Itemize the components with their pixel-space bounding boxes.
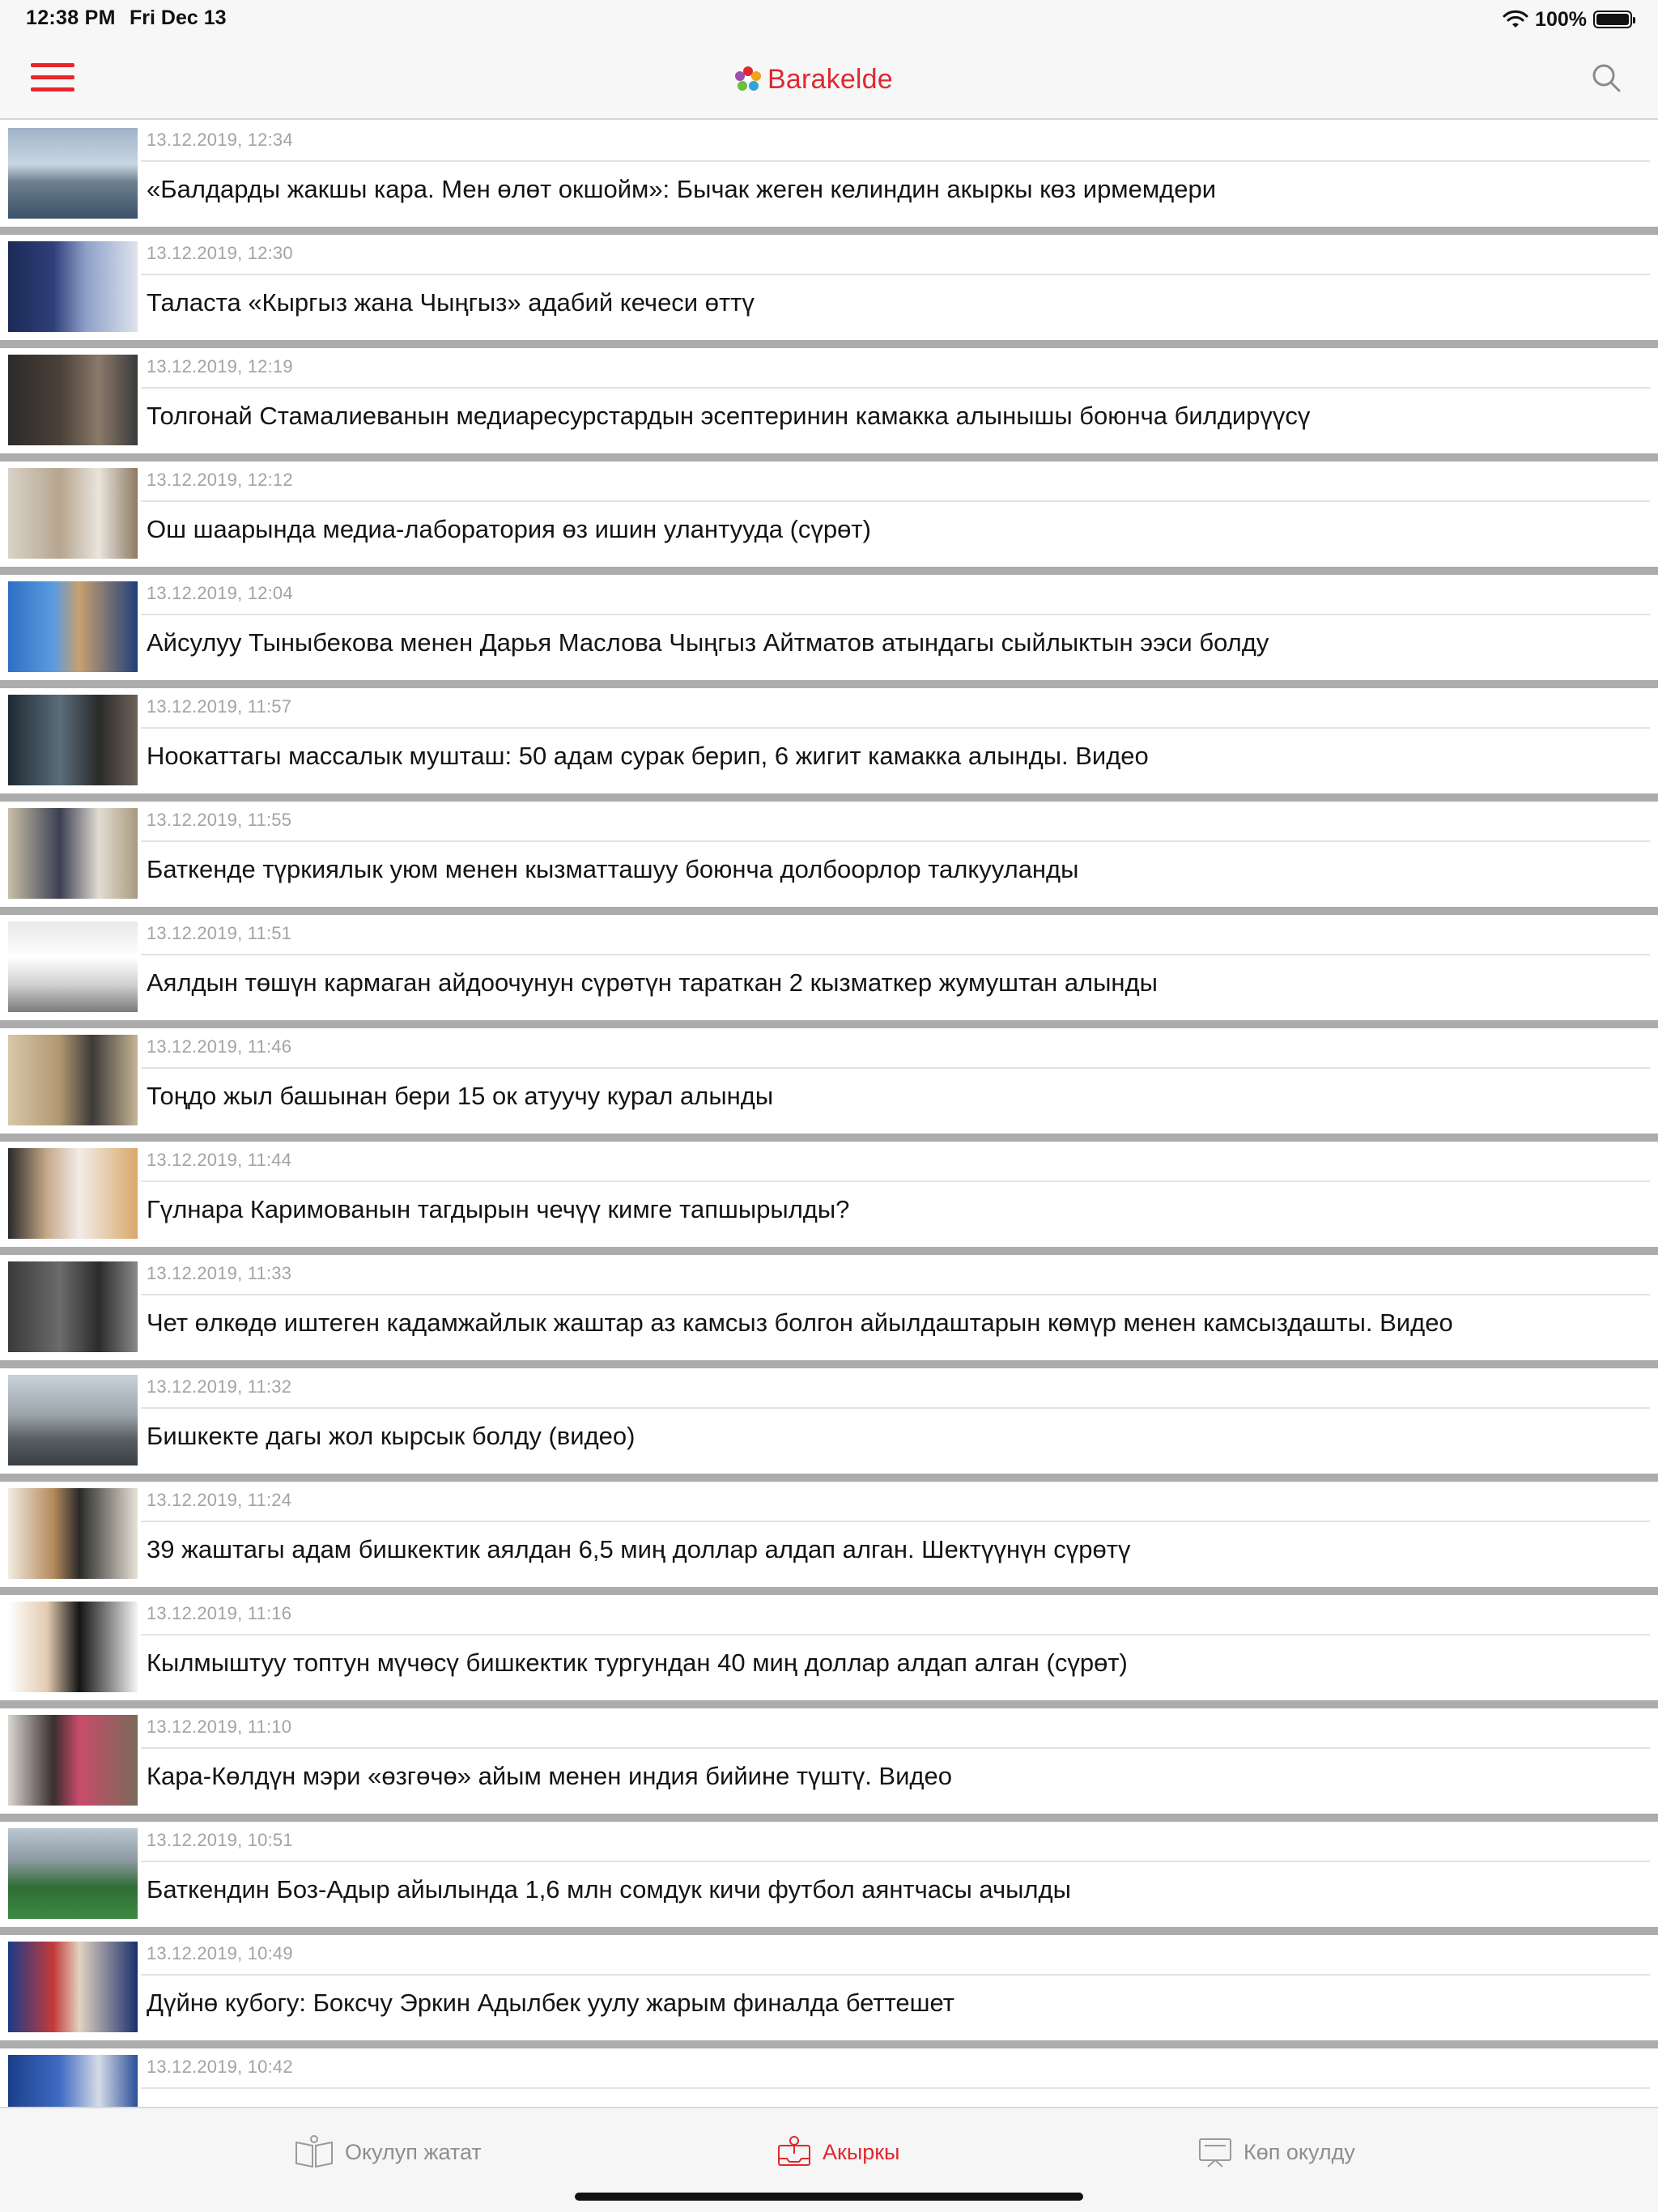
- news-title[interactable]: Гүлнара Каримованын тагдырын чечүү кимге тапшырылды?: [147, 1195, 850, 1223]
- news-date: 13.12.2019, 10:49: [147, 1943, 293, 1963]
- news-item[interactable]: [0, 1935, 1658, 2048]
- news-date: 13.12.2019, 11:46: [147, 1036, 292, 1057]
- news-thumbnail: [8, 1602, 138, 1692]
- news-item[interactable]: [0, 1708, 1658, 1822]
- news-item[interactable]: [0, 688, 1658, 802]
- news-item[interactable]: [0, 575, 1658, 688]
- news-date: 13.12.2019, 12:34: [147, 130, 293, 150]
- news-thumbnail: [8, 2055, 138, 2107]
- divider: [141, 1180, 1650, 1182]
- divider: [141, 1407, 1650, 1409]
- news-date: 13.12.2019, 11:57: [147, 696, 292, 717]
- divider: [141, 1861, 1650, 1862]
- news-thumbnail: [8, 128, 138, 219]
- item-separator: [0, 680, 1658, 688]
- news-thumbnail: [8, 1942, 138, 2032]
- news-date: 13.12.2019, 11:55: [147, 810, 292, 830]
- divider: [141, 1521, 1650, 1522]
- divider: [141, 1974, 1650, 1976]
- item-separator: [0, 453, 1658, 462]
- news-date: 13.12.2019, 11:24: [147, 1490, 292, 1510]
- news-title[interactable]: Тоңдо жыл башынан бери 15 ок атуучу курал алынды: [147, 1082, 774, 1110]
- nav-bar: [0, 39, 1658, 120]
- most-read-screen-icon: [1197, 2134, 1234, 2170]
- news-title[interactable]: Кара-Көлдүн мэри «өзгөчө» айым менен индия бийине түштү. Видео: [147, 1762, 952, 1790]
- news-thumbnail: [8, 1261, 138, 1352]
- divider: [141, 727, 1650, 729]
- news-item[interactable]: [0, 1368, 1658, 1482]
- news-item[interactable]: [0, 235, 1658, 348]
- tab-label: Көп окулду: [1244, 2139, 1355, 2164]
- news-thumbnail: [8, 1715, 138, 1806]
- news-title[interactable]: «Балдарды жакшы кара. Мен өлөт окшойм»: Бычак жеген келиндин акыркы көз ирмемдери: [147, 175, 1217, 203]
- news-thumbnail: [8, 1035, 138, 1125]
- divider: [141, 840, 1650, 842]
- news-title[interactable]: Баткендин Боз-Адыр айылында 1,6 млн сомдук кичи футбол аянтчасы ачылды: [147, 1875, 1071, 1904]
- latest-inbox-icon: [776, 2134, 813, 2170]
- news-title[interactable]: 39 жаштагы адам бишкектик аялдан 6,5 миң доллар алдап алган. Шектүүнүн сүрөтү: [147, 1535, 1131, 1563]
- news-title[interactable]: Ош шаарында медиа-лаборатория өз ишин улантууда (сүрөт): [147, 515, 871, 543]
- wifi-icon: [1503, 10, 1528, 29]
- news-date: 13.12.2019, 10:51: [147, 1830, 293, 1850]
- home-indicator[interactable]: [575, 2193, 1083, 2201]
- item-separator: [0, 340, 1658, 348]
- news-date: 13.12.2019, 12:30: [147, 243, 293, 263]
- news-date: 13.12.2019, 12:19: [147, 356, 293, 376]
- divider: [141, 1634, 1650, 1636]
- news-thumbnail: [8, 1148, 138, 1239]
- news-item[interactable]: [0, 348, 1658, 462]
- divider: [141, 1294, 1650, 1295]
- tab-most-read[interactable]: [1197, 2133, 1355, 2172]
- item-separator: [0, 1474, 1658, 1482]
- divider: [141, 274, 1650, 275]
- app-logo: [732, 60, 893, 99]
- news-thumbnail: [8, 1488, 138, 1579]
- divider: [141, 500, 1650, 502]
- news-date: 13.12.2019, 11:10: [147, 1716, 292, 1737]
- news-thumbnail: [8, 355, 138, 445]
- news-thumbnail: [8, 695, 138, 785]
- battery-percent: 100%: [1535, 7, 1587, 31]
- item-separator: [0, 1360, 1658, 1368]
- status-time: 12:38 PM: [26, 6, 116, 29]
- news-thumbnail: [8, 1375, 138, 1465]
- logo-flower-icon: [732, 63, 764, 96]
- divider: [141, 2087, 1650, 2089]
- divider: [141, 160, 1650, 162]
- divider: [141, 954, 1650, 955]
- news-feed[interactable]: [0, 121, 1658, 2107]
- logo-text: Barakelde: [767, 63, 893, 95]
- news-thumbnail: [8, 808, 138, 899]
- news-title[interactable]: Айсулуу Тыныбекова менен Дарья Маслова Чыңгыз Айтматов атындагы сыйлыктын ээси болду: [147, 628, 1269, 657]
- news-date: 13.12.2019, 12:12: [147, 470, 293, 490]
- news-date: 13.12.2019, 11:44: [147, 1150, 292, 1170]
- item-separator: [0, 1134, 1658, 1142]
- item-separator: [0, 1247, 1658, 1255]
- item-separator: [0, 1587, 1658, 1595]
- item-separator: [0, 1814, 1658, 1822]
- news-date: 13.12.2019, 11:33: [147, 1263, 292, 1283]
- item-separator: [0, 1927, 1658, 1935]
- news-title[interactable]: Баткенде түркиялык уюм менен кызматташуу боюнча долбоорлор талкууланды: [147, 855, 1079, 883]
- item-separator: [0, 907, 1658, 915]
- news-title[interactable]: Кылмыштуу топтун мүчөсү бишкектик тургундан 40 миң доллар алдап алган (сүрөт): [147, 1648, 1128, 1677]
- divider: [141, 387, 1650, 389]
- status-date: Fri Dec 13: [130, 6, 227, 29]
- news-thumbnail: [8, 468, 138, 559]
- news-item[interactable]: [0, 1595, 1658, 1708]
- news-title[interactable]: Чет өлкөдө иштеген кадамжайлык жаштар аз камсыз болгон айылдаштарын көмүр менен камсыздашты. Видео: [147, 1308, 1453, 1337]
- news-date: 13.12.2019, 11:51: [147, 923, 292, 943]
- news-title[interactable]: Аялдын төшүн кармаган айдоочунун сүрөтүн тараткан 2 кызматкер жумуштан алынды: [147, 968, 1158, 997]
- tab-label: Акыркы: [823, 2139, 900, 2164]
- news-item[interactable]: [0, 1822, 1658, 1935]
- tab-latest[interactable]: [776, 2133, 899, 2172]
- status-right: [1503, 6, 1632, 32]
- news-item[interactable]: [0, 2048, 1658, 2107]
- divider: [141, 1067, 1650, 1069]
- divider: [141, 614, 1650, 615]
- news-title[interactable]: Ноокаттагы массалык мушташ: 50 адам сурак берип, 6 жигит камакка алынды. Видео: [147, 742, 1149, 770]
- news-title[interactable]: Дүйнө кубогу: Боксчу Эркин Адылбек уулу жарым финалда беттешет: [147, 1989, 954, 2017]
- item-separator: [0, 1020, 1658, 1028]
- divider: [141, 1747, 1650, 1749]
- news-item[interactable]: [0, 1142, 1658, 1255]
- news-title[interactable]: Бишкекте дагы жол кырсык болду (видео): [147, 1422, 636, 1450]
- tab-label: Окулуп жатат: [345, 2139, 482, 2164]
- battery-icon: [1593, 11, 1632, 28]
- news-thumbnail: [8, 241, 138, 332]
- status-bar: [0, 0, 1658, 39]
- item-separator: [0, 227, 1658, 235]
- search-icon[interactable]: [1588, 60, 1626, 97]
- item-separator: [0, 567, 1658, 575]
- news-date: 13.12.2019, 11:32: [147, 1376, 292, 1397]
- news-title[interactable]: Толгонай Стамалиеванын медиаресурстардын эсептеринин камакка алынышы боюнча билдирүүсү: [147, 402, 1311, 430]
- news-thumbnail: [8, 921, 138, 1012]
- item-separator: [0, 2040, 1658, 2048]
- news-item[interactable]: [0, 1255, 1658, 1368]
- reading-book-icon: [293, 2134, 335, 2170]
- item-separator: [0, 1700, 1658, 1708]
- news-item[interactable]: [0, 121, 1658, 235]
- news-item[interactable]: [0, 462, 1658, 575]
- news-date: 13.12.2019, 11:16: [147, 1603, 292, 1623]
- news-thumbnail: [8, 1828, 138, 1919]
- news-thumbnail: [8, 581, 138, 672]
- news-date: 13.12.2019, 12:04: [147, 583, 293, 603]
- item-separator: [0, 793, 1658, 802]
- tab-reading-now[interactable]: [293, 2133, 482, 2172]
- news-item[interactable]: [0, 1482, 1658, 1595]
- news-title[interactable]: Таласта «Кыргыз жана Чыңгыз» адабий кечеси өттү: [147, 288, 755, 317]
- news-item[interactable]: [0, 802, 1658, 915]
- news-date: 13.12.2019, 10:42: [147, 2057, 293, 2077]
- hamburger-menu-icon[interactable]: [31, 60, 74, 96]
- news-item[interactable]: [0, 1028, 1658, 1142]
- news-item[interactable]: [0, 915, 1658, 1028]
- tab-bar: [0, 2107, 1658, 2212]
